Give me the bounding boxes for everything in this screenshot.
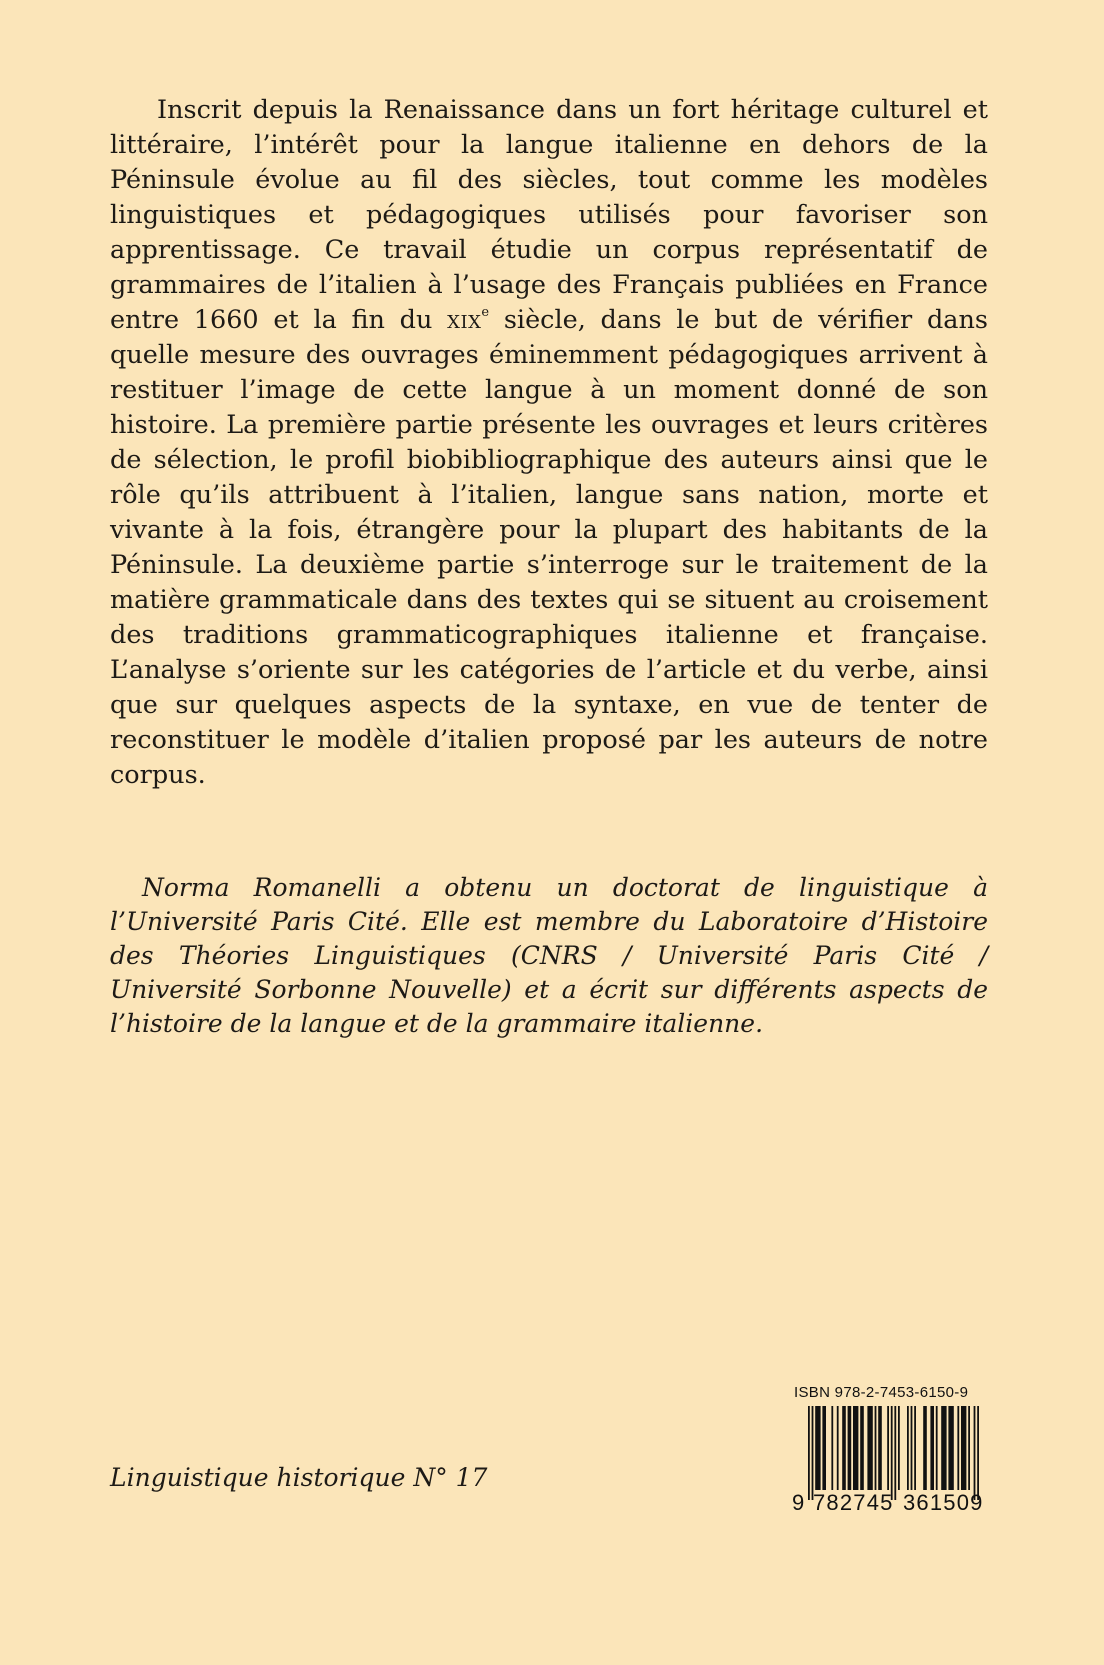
author-bio: Norma Romanelli a obtenu un doctorat de linguistique à l’Université Paris Cité. Elle est membre du Laboratoire d’Histoire des Théories Linguistiques (CNRS / Université Paris Cité / Université Sorbonne Nouvelle) et a écrit sur différents aspects de l’histoire de la langue et de la grammaire italienne. bbox=[110, 873, 988, 1038]
barcode-bar bbox=[831, 1406, 833, 1490]
barcode-guard-bar bbox=[812, 1406, 814, 1500]
barcode-bar bbox=[936, 1406, 938, 1490]
barcode-bar bbox=[878, 1406, 882, 1490]
barcode-guard-bar bbox=[974, 1406, 976, 1500]
barcode-guard-bar bbox=[808, 1406, 810, 1500]
barcode-bar bbox=[907, 1406, 909, 1490]
abstract-text-part1: Inscrit depuis la Renaissance dans un fort héritage culturel et littéraire, l’intérêt pour la langue italienne en dehors de la Péninsule évolue au fil des siècles, tout comme les modèles linguistiques et pédagogiques utilisés pour favoriser son apprentissage. Ce travail étudie un corpus représentatif de grammaires de l’italien à l’usage des Français publiées en France entre 1660 et la fin du bbox=[110, 95, 988, 335]
barcode-bar bbox=[911, 1406, 913, 1490]
barcode-guard-bar bbox=[977, 1406, 979, 1500]
abstract-text-part2: siècle, dans le but de vérifier dans quelle mesure des ouvrages éminemment pédagogiques arrivent à restituer l’image de cette langue à un moment donné de son histoire. La première partie présente les ouvrages et leurs critères de sélection, le profil biobibliographique des auteurs ainsi que le rôle qu’ils attribuent à l’italien, langue sans nation, morte et vivante à la fois, étrangère pour la plupart des habitants de la Péninsule. La deuxième partie s’interroge sur le traitement de la matière grammaticale dans des textes qui se situent au croisement des traditions grammaticographiques italienne et française. L’analyse s’oriente sur les catégories de l’article et du verbe, ainsi que sur quelques aspects de la syntaxe, en vue de tenter de reconstituer le modèle d’italien proposé par les auteurs de notre corpus. bbox=[110, 305, 988, 790]
isbn-text: ISBN 978-2-7453-6150-9 bbox=[794, 1384, 969, 1401]
isbn-barcode bbox=[792, 1384, 992, 1524]
ean-digits bbox=[792, 1490, 992, 1516]
barcode-bar bbox=[842, 1406, 846, 1490]
barcode-bar bbox=[875, 1406, 877, 1490]
ean-first-digit: 9 bbox=[792, 1490, 805, 1515]
barcode-guard-bar bbox=[891, 1406, 893, 1500]
barcode-guard-bar bbox=[894, 1406, 896, 1500]
century-numeral: xix bbox=[447, 305, 482, 335]
barcode-bar bbox=[961, 1406, 966, 1490]
ean-right-digits: 361509 bbox=[903, 1490, 984, 1515]
barcode-bar bbox=[887, 1406, 889, 1490]
barcode-bar bbox=[815, 1406, 820, 1490]
barcode-bar bbox=[848, 1406, 852, 1490]
barcode-bar bbox=[853, 1406, 858, 1490]
barcode-bar bbox=[923, 1406, 927, 1490]
barcode-bar bbox=[968, 1406, 970, 1490]
barcode-bar bbox=[948, 1406, 953, 1490]
book-abstract bbox=[110, 93, 988, 793]
barcode-bar bbox=[822, 1406, 826, 1490]
barcode-bar bbox=[930, 1406, 934, 1490]
century-superscript: e bbox=[481, 305, 490, 320]
barcode-bar bbox=[837, 1406, 839, 1490]
barcode-bar bbox=[914, 1406, 916, 1490]
barcode-bar bbox=[957, 1406, 959, 1490]
barcode-bar bbox=[941, 1406, 946, 1490]
barcode-bar bbox=[867, 1406, 872, 1490]
series-label: Linguistique historique N° 17 bbox=[110, 1463, 488, 1492]
barcode-bar bbox=[898, 1406, 900, 1490]
barcode-bar bbox=[860, 1406, 864, 1490]
ean-left-digits: 782745 bbox=[813, 1490, 894, 1515]
